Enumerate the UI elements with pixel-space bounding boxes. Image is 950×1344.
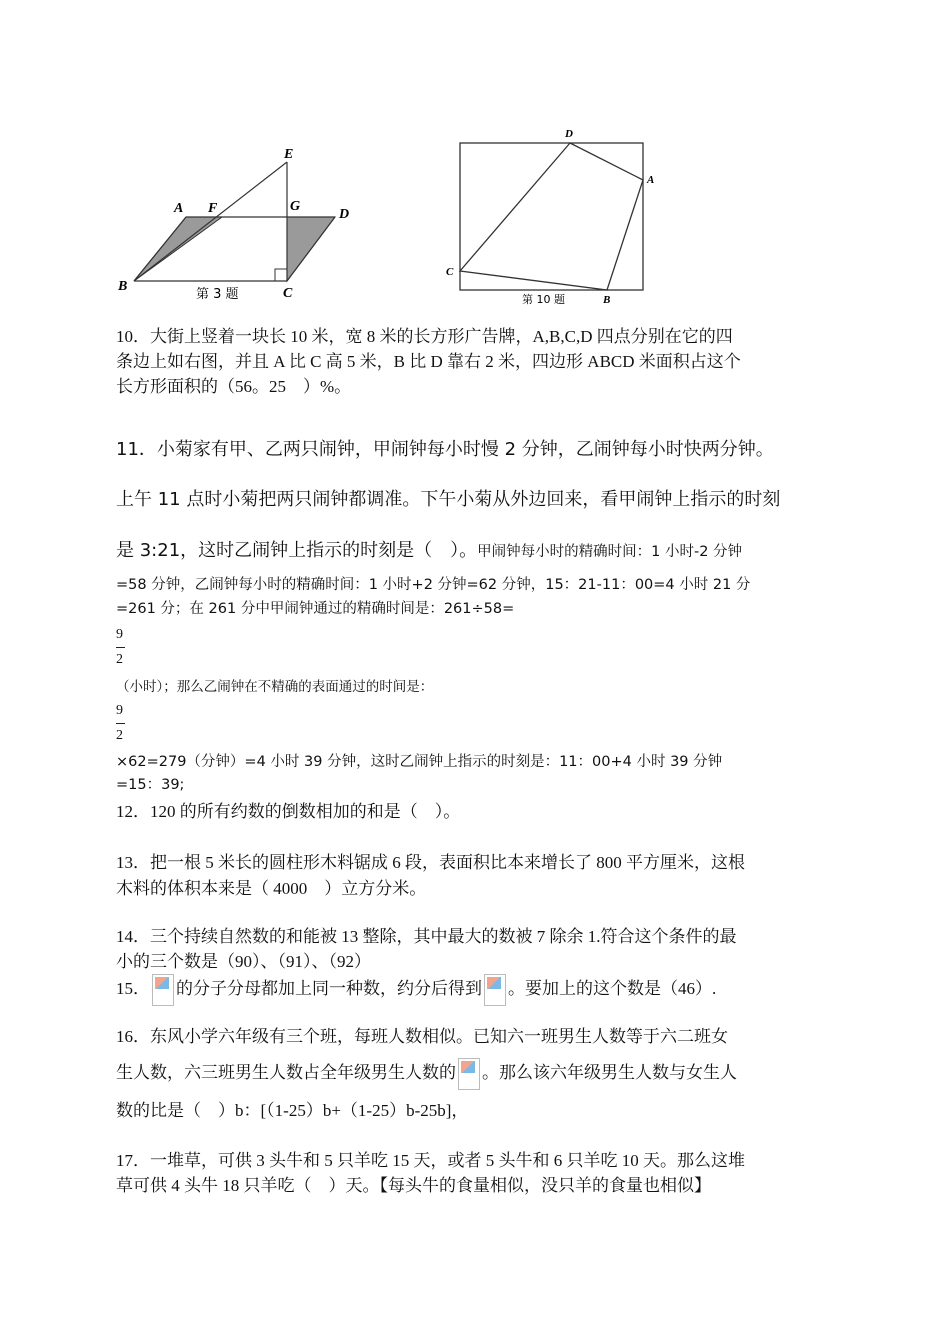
- question-12: 12．120 的所有约数的倒数相加的和是（ ）。: [116, 802, 461, 821]
- question-11-solution-start: 甲闹钟每小时的精确时间：1 小时-2 分钟: [477, 544, 743, 560]
- question-14-line-1: 14．三个持续自然数的和能被 13 整除，其中最大的数被 7 除余 1.符合这个条件的最: [116, 927, 737, 946]
- question-17-line-1: 17．一堆草，可供 3 头牛和 5 只羊吃 15 天，或者 5 头牛和 6 只羊吃 10 天。那么这堆: [116, 1151, 745, 1170]
- question-14-line-2: 小的三个数是（90）、（91）、（92）: [116, 952, 371, 971]
- fraction-image-icon: [458, 1058, 480, 1090]
- right-angle-mark: [275, 269, 287, 281]
- question-11-line-1: 11．小菊家有甲、乙两只闹钟，甲闹钟每小时慢 2 分钟，乙闹钟每小时快两分钟。: [116, 439, 774, 460]
- question-15-middle: 的分子分母都加上同一种数，约分后得到: [176, 978, 482, 998]
- question-11-line-3-main: 是 3:21，这时乙闹钟上指示的时刻是（ ）。: [116, 540, 478, 561]
- quadrilateral-abcd: [460, 143, 643, 290]
- fraction-2-bar: [116, 723, 125, 724]
- label-g: G: [290, 199, 301, 214]
- question-15-suffix: 。要加上的这个数是（46）.: [508, 978, 717, 998]
- label-a: A: [647, 174, 655, 186]
- question-16-line-3: 数的比是（ ）b：[（1-25）b+（1-25）b-25b]，: [116, 1101, 469, 1120]
- fraction-1: [116, 627, 136, 668]
- question-11-line-2: 上午 11 点时小菊把两只闹钟都调准。下午小菊从外边回来，看甲闹钟上指示的时刻: [116, 489, 781, 510]
- question-16-line-2-start: 生人数，六三班男生人数占全年级男生人数的: [116, 1062, 456, 1082]
- fraction-1-bar: [116, 647, 125, 648]
- fraction-1-denominator: 2: [116, 652, 123, 667]
- label-c: C: [446, 266, 454, 278]
- label-d: D: [565, 128, 573, 140]
- fraction-1-numerator: 9: [116, 627, 123, 642]
- question-16-line-2: [116, 1058, 836, 1090]
- question-11-line-3: [116, 536, 856, 562]
- fraction-2: [116, 703, 136, 744]
- segment-be: [134, 162, 287, 281]
- figure-10-caption: 第 10 题: [522, 293, 565, 306]
- question-11-solution-line-6: （小时）；那么乙闹钟在不精确的表面通过的时间是：: [116, 679, 434, 694]
- question-16-line-1: 16．东风小学六年级有三个班，每班人数相似。已知六一班男生人数等于六二班女: [116, 1027, 728, 1046]
- label-a: A: [174, 201, 184, 216]
- fraction-image-icon: [484, 974, 506, 1006]
- label-e: E: [284, 147, 294, 162]
- label-c: C: [283, 286, 293, 301]
- figure-10: [440, 125, 660, 310]
- question-15: [116, 974, 836, 1006]
- question-16-line-2-end: 。那么该六年级男生人数与女生人: [482, 1062, 737, 1082]
- question-13-line-1: 13．把一根 5 米长的圆柱形木料锯成 6 段，表面积比本来增长了 800 平方厘米，这根: [116, 853, 745, 872]
- question-11-solution-line-8: =15：39;: [116, 777, 185, 793]
- figure-3: [110, 140, 370, 310]
- question-10-line-1: 10．大街上竖着一块长 10 米，宽 8 米的长方形广告牌，A,B,C,D 四点分别在它的四: [116, 327, 733, 346]
- fraction-2-denominator: 2: [116, 728, 123, 743]
- question-13-line-2: 木料的体积本来是（ 4000 ）立方分米。: [116, 879, 427, 898]
- question-11-solution-line-4: =58 分钟，乙闹钟每小时的精确时间：1 小时+2 分钟=62 分钟，15：21-11：00=4 小时 21 分: [116, 577, 751, 593]
- question-11-solution-line-5: =261 分；在 261 分中甲闹钟通过的精确时间是：261÷58=: [116, 601, 515, 617]
- fraction-2-numerator: 9: [116, 703, 123, 718]
- label-f: F: [208, 201, 218, 216]
- label-b: B: [118, 279, 128, 294]
- figure-3-caption: 第 3 题: [196, 287, 239, 302]
- question-11-solution-line-7: ×62=279（分钟）=4 小时 39 分钟，这时乙闹钟上指示的时刻是：11：00+4 小时 39 分钟: [116, 754, 723, 770]
- question-10-line-3: 长方形面积的（56。25 ）%。: [116, 377, 352, 396]
- question-17-line-2: 草可供 4 头牛 18 只羊吃（ ）天。【每头牛的食量相似，没只羊的食量也相似】: [116, 1176, 711, 1195]
- question-15-prefix: 15．: [116, 978, 150, 998]
- label-b: B: [603, 294, 611, 306]
- question-10-line-2: 条边上如右图，并且 A 比 C 高 5 米，B 比 D 靠右 2 米，四边形 ABCD 米面积占这个: [116, 352, 741, 371]
- fraction-image-icon: [152, 974, 174, 1006]
- label-d: D: [339, 207, 350, 222]
